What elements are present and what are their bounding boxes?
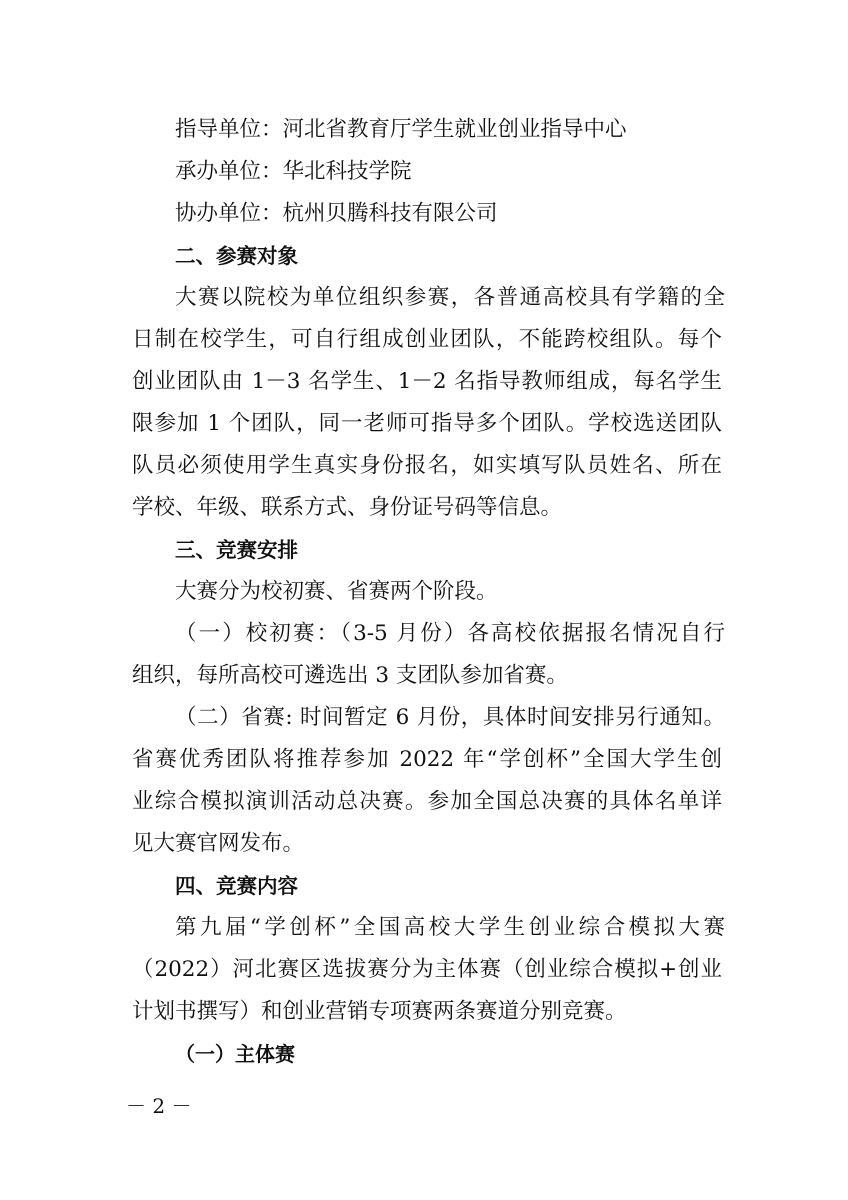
section2-paragraph-line: 队员必须使用学生真实身份报名，如实填写队员姓名、所在 (132, 453, 722, 478)
section2-heading: 二、参赛对象 (175, 244, 298, 268)
section3-item2-line: 见大赛官网发布。 (132, 831, 305, 856)
section3-heading: 三、竞赛安排 (175, 538, 298, 562)
section4-heading: 四、竞赛内容 (175, 874, 298, 898)
page-number: － 2 － (126, 1094, 192, 1118)
section2-paragraph-line: 日制在校学生，可自行组成创业团队，不能跨校组队。每个 (132, 327, 722, 352)
section4-paragraph-line: 第九届“学创杯”全国高校大学生创业综合模拟大赛 (175, 915, 725, 940)
co-organizer-line: 协办单位：杭州贝腾科技有限公司 (175, 201, 498, 226)
section4-paragraph-line: 计划书撰写）和创业营销专项赛两条赛道分别竞赛。 (132, 999, 627, 1024)
section3-item1-line: 组织，每所高校可遴选出 3 支团队参加省赛。 (132, 663, 568, 688)
section4-paragraph-line: （2022）河北赛区选拔赛分为主体赛（创业综合模拟+创业 (132, 957, 722, 982)
guiding-unit-line: 指导单位：河北省教育厅学生就业创业指导中心 (175, 117, 627, 142)
section3-item2-line: 业综合模拟演训活动总决赛。参加全国总决赛的具体名单详 (132, 789, 722, 814)
section3-item2-line: 省赛优秀团队将推荐参加 2022 年“学创杯”全国大学生创 (132, 747, 722, 772)
section2-paragraph-line: 大赛以院校为单位组织参赛，各普通高校具有学籍的全 (175, 285, 725, 310)
section3-item1-line: （一）校初赛：（3-5 月份）各高校依据报名情况自行 (175, 621, 725, 646)
section2-paragraph-line: 限参加 1 个团队，同一老师可指导多个团队。学校选送团队 (132, 411, 722, 436)
section4-subheading: （一）主体赛 (175, 1042, 295, 1066)
section2-paragraph-line: 创业团队由 1－3 名学生、1－2 名指导教师组成，每名学生 (132, 369, 722, 394)
organizer-line: 承办单位：华北科技学院 (175, 159, 412, 184)
section2-paragraph-line: 学校、年级、联系方式、身份证号码等信息。 (132, 495, 563, 520)
section3-intro: 大赛分为校初赛、省赛两个阶段。 (175, 579, 498, 604)
section3-item2-line: （二）省赛: 时间暂定 6 月份，具体时间安排另行通知。 (175, 705, 725, 730)
